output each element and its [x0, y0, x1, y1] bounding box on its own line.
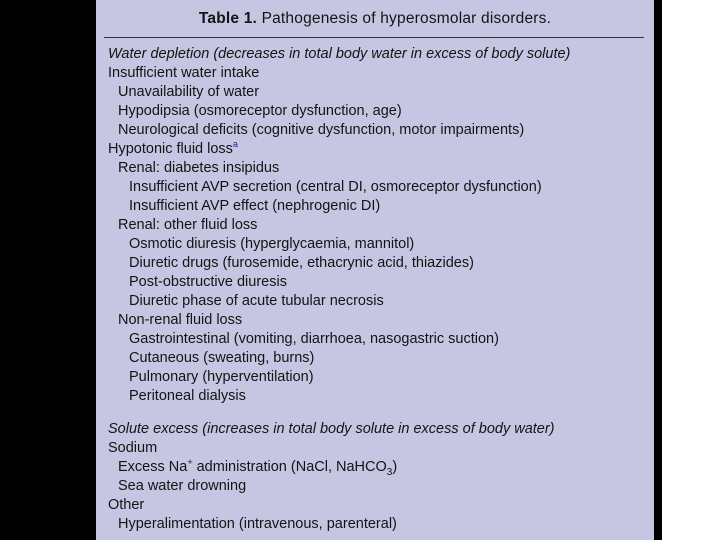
right-black-band: [654, 0, 662, 540]
osmotic-diuresis: Osmotic diuresis (hyperglycaemia, mannitol): [129, 236, 415, 252]
footnote-marker: a: [232, 139, 238, 150]
hypodipsia: Hypodipsia (osmoreceptor dysfunction, age): [118, 103, 402, 119]
excess-na-admin-text: administration (NaCl, NaHCO: [192, 459, 387, 475]
diuretic-drugs: Diuretic drugs (furosemide, ethacrynic acid, thiazides): [129, 255, 474, 271]
hypotonic-fluid-loss-label: Hypotonic fluid loss: [108, 141, 233, 157]
solute-excess-heading-main: Solute excess: [108, 421, 199, 437]
table-title-label: Table 1.: [198, 10, 258, 27]
insufficient-water-intake: Insufficient water intake: [108, 65, 260, 81]
water-depletion-heading-note: (decreases in total body water in excess of body solute): [209, 46, 571, 62]
excess-na-text: Excess Na: [118, 459, 188, 475]
bicarbonate-subscript: 3: [386, 466, 393, 478]
peritoneal-dialysis: Peritoneal dialysis: [129, 388, 246, 404]
water-depletion-heading: [108, 45, 570, 64]
title-divider: [104, 37, 644, 38]
excess-na-administration: [118, 458, 397, 477]
table-panel: [96, 0, 654, 540]
neurological-deficits: Neurological deficits (cognitive dysfunction, motor impairments): [118, 122, 525, 138]
solute-excess-heading-note: (increases in total body solute in excess of body water): [198, 421, 555, 437]
hypotonic-fluid-loss: [108, 140, 238, 159]
unavailability-of-water: Unavailability of water: [118, 84, 260, 100]
excess-na-close: ): [392, 459, 398, 475]
table-title: [96, 10, 654, 28]
insufficient-avp-secretion: Insufficient AVP secretion (central DI, osmoreceptor dysfunction): [129, 179, 542, 195]
solute-excess-heading: [108, 420, 555, 439]
table-title-text: Pathogenesis of hyperosmolar disorders.: [257, 10, 552, 27]
pulmonary: Pulmonary (hyperventilation): [129, 369, 314, 385]
sea-water-drowning: Sea water drowning: [118, 478, 247, 494]
water-depletion-heading-main: Water depletion: [108, 46, 210, 62]
non-renal-fluid-loss: Non-renal fluid loss: [118, 312, 243, 328]
renal-diabetes-insipidus: Renal: diabetes insipidus: [118, 160, 280, 176]
insufficient-avp-effect: Insufficient AVP effect (nephrogenic DI): [129, 198, 381, 214]
post-obstructive-diuresis: Post-obstructive diuresis: [129, 274, 287, 290]
diuretic-phase-atn: Diuretic phase of acute tubular necrosis: [129, 293, 384, 309]
na-charge: +: [187, 457, 193, 468]
gastrointestinal: Gastrointestinal (vomiting, diarrhoea, nasogastric suction): [129, 331, 499, 347]
sodium: Sodium: [108, 440, 158, 456]
hyperalimentation: Hyperalimentation (intravenous, parenteral): [118, 516, 397, 532]
renal-other-fluid-loss: Renal: other fluid loss: [118, 217, 258, 233]
cutaneous: Cutaneous (sweating, burns): [129, 350, 315, 366]
other: Other: [108, 497, 145, 513]
left-black-band: [0, 0, 96, 540]
